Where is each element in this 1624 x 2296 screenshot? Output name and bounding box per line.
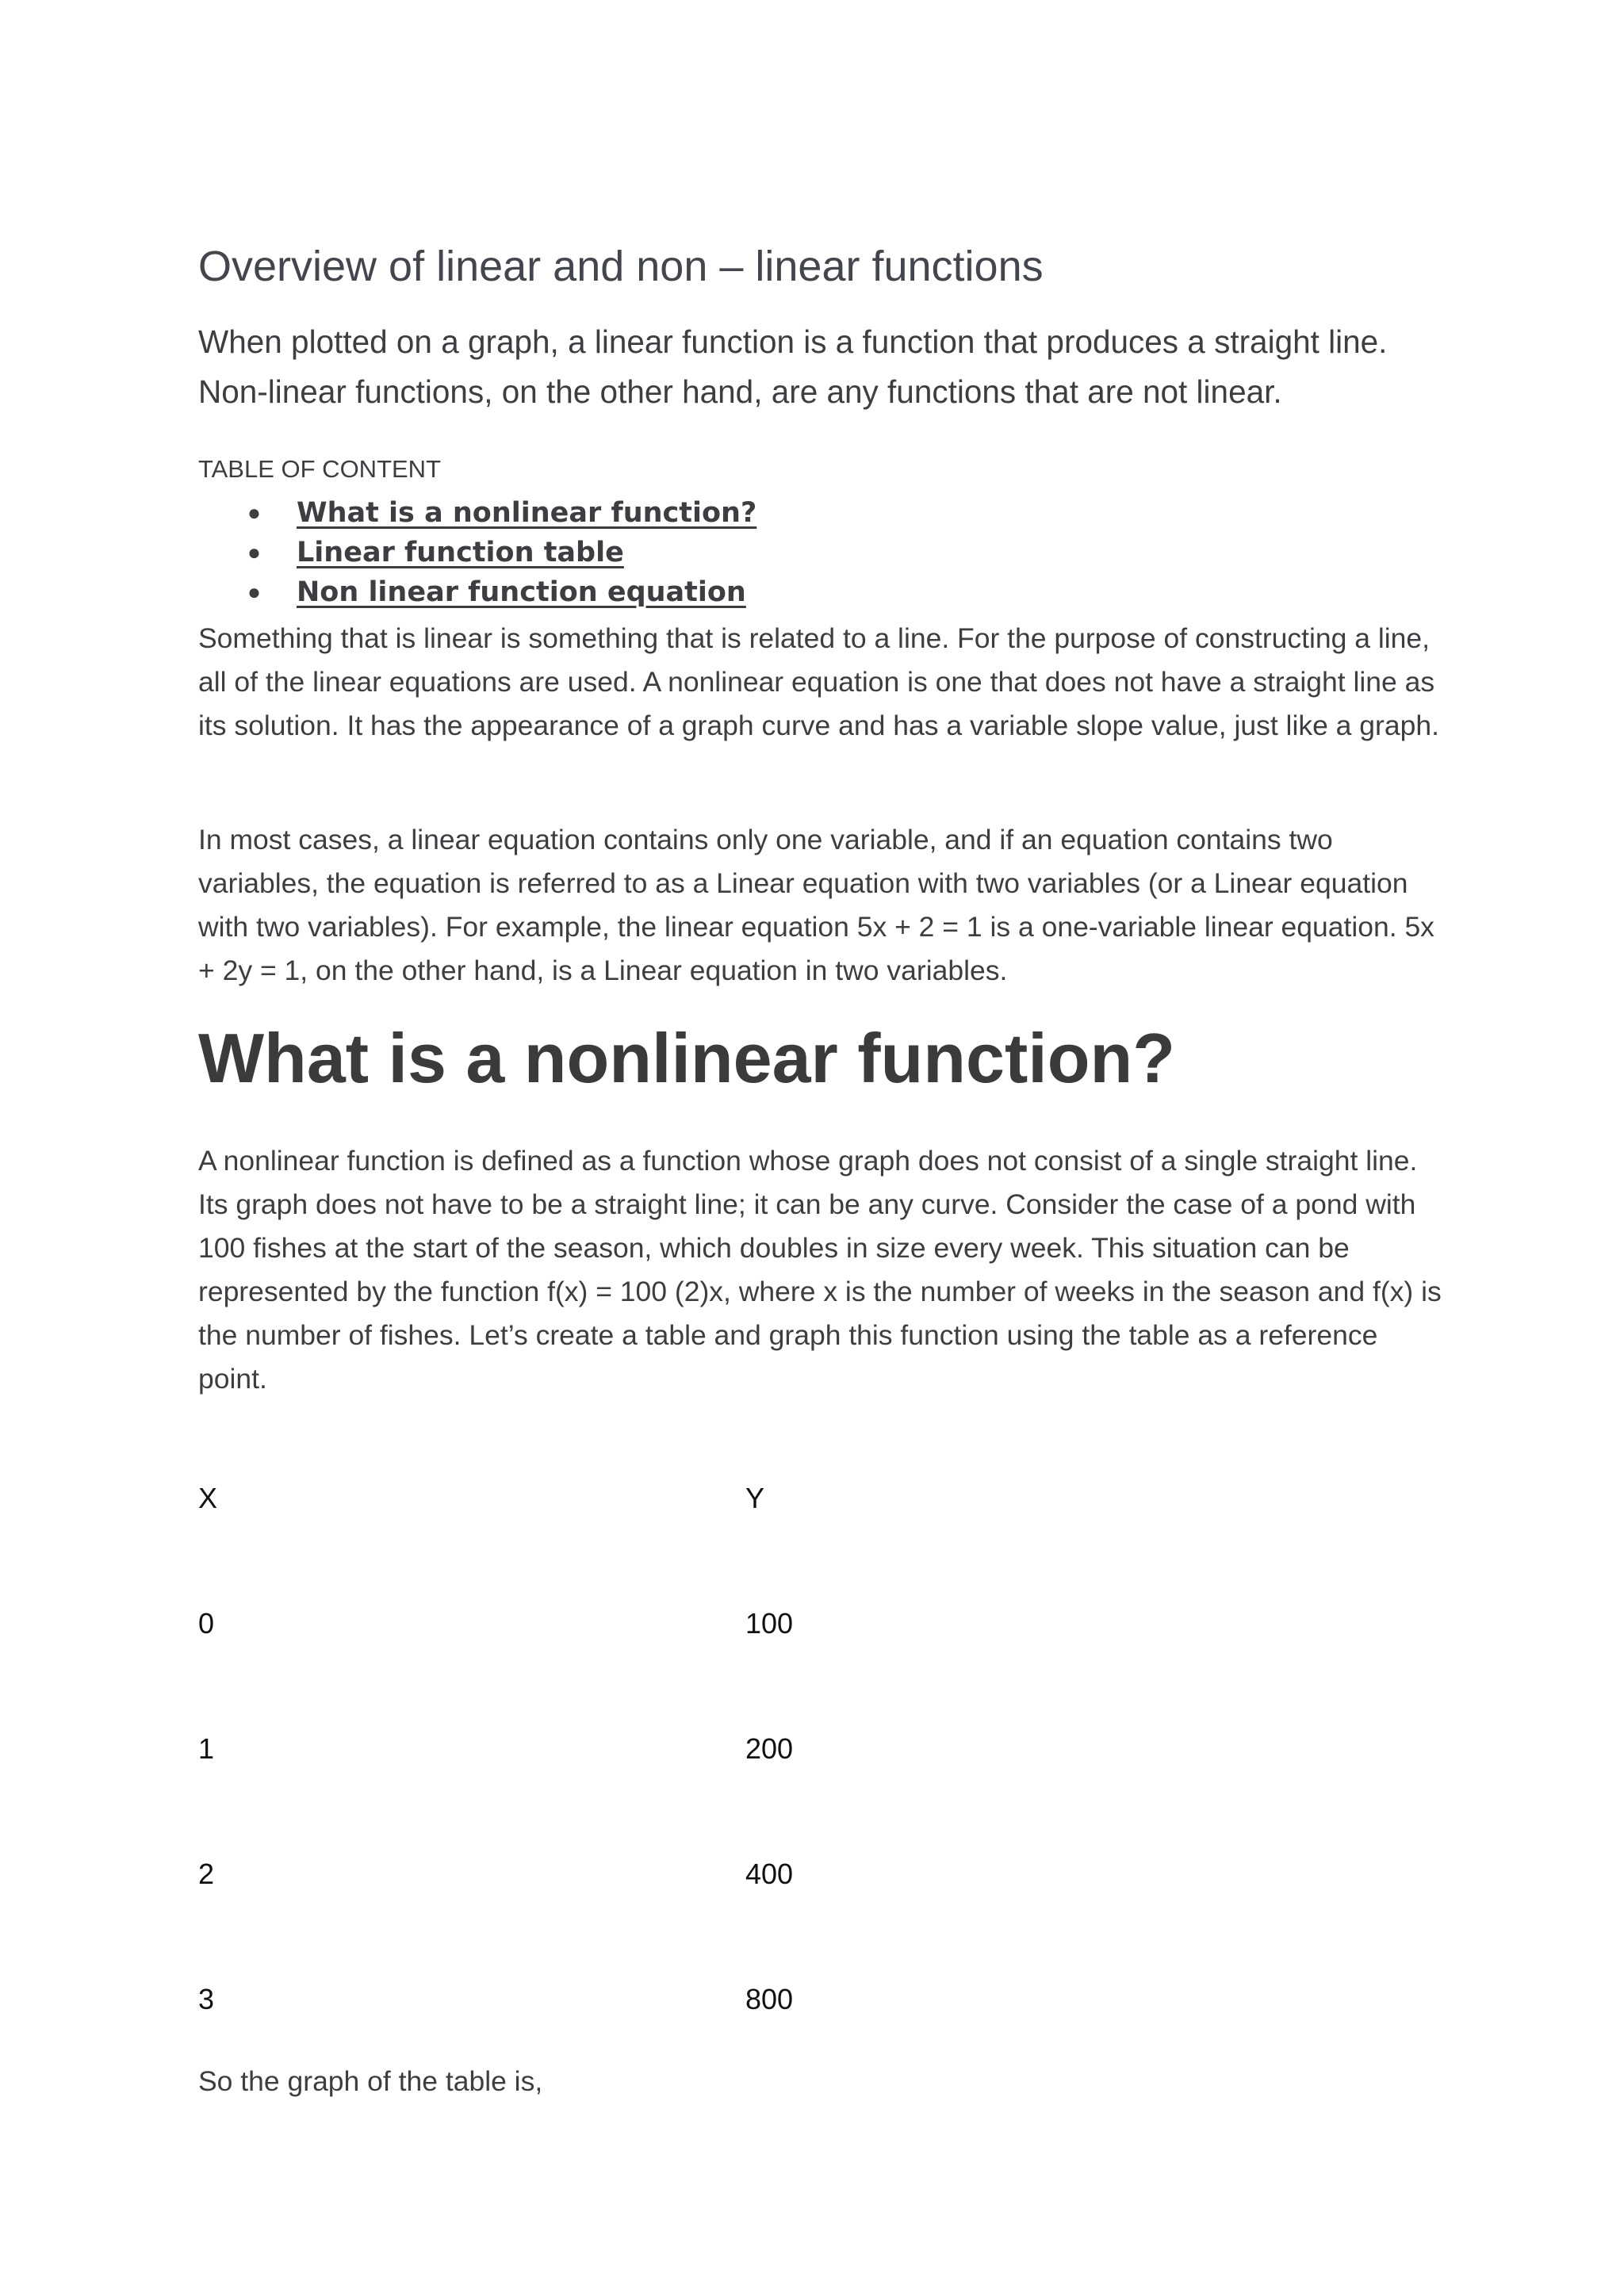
section-paragraph: A nonlinear function is defined as a function whose graph does not consist of a single straight line. Its graph does not have to be a straight line; it can be any curve. Consider the case of a pond with 100 fishes at the start of the season, which doubles in size every week. This situation can be represented by the function f(x) = 100 (2)x, where x is the number of weeks in the season and f(x) is the number of fishes. Let’s create a table and graph this function using the table as a reference point. [198, 1145, 1442, 1395]
table-cell-x: 3 [198, 1983, 215, 2015]
table-header-y: Y [745, 1482, 765, 1514]
toc-heading: TABLE OF CONTENT [198, 455, 442, 483]
table-header-row [198, 1475, 1443, 1522]
table-cell-x: 2 [198, 1858, 215, 1890]
table-cell-y: 800 [745, 1983, 794, 2015]
toc-link-linear-function-table[interactable]: Linear function table [297, 537, 624, 568]
bullet-icon: ● [247, 500, 261, 525]
table-header-x: X [198, 1482, 218, 1514]
table-row [198, 1600, 1443, 1647]
section-heading: What is a nonlinear function? [198, 1019, 1175, 1097]
table-cell-y: 100 [745, 1607, 794, 1640]
table-row [198, 1850, 1443, 1898]
table-cell-y: 400 [745, 1858, 794, 1890]
page-title: Overview of linear and non – linear functions [198, 243, 1044, 290]
intro-paragraph: When plotted on a graph, a linear function is a function that produces a straight line. Non-linear functions, on the other hand, are any functions that are not linear. [198, 323, 1388, 410]
closing-paragraph: So the graph of the table is, [198, 2065, 543, 2097]
table-cell-y: 200 [745, 1732, 794, 1765]
body-paragraph-variables: In most cases, a linear equation contains only one variable, and if an equation contains two variables, the equation is referred to as a Linear equation with two variables (or a Linear equation with two variables). For example, the linear equation 5x + 2 = 1 is a one-variable linear equation. 5x + 2y = 1, on the other hand, is a Linear equation in two variables. [198, 824, 1434, 986]
table-row [198, 1976, 1443, 2023]
table-row [198, 1725, 1443, 1773]
bullet-icon: ● [247, 540, 261, 564]
toc-link-nonlinear-equation[interactable]: Non linear function equation [297, 576, 746, 608]
body-paragraph-linear: Something that is linear is something that is related to a line. For the purpose of constructing a line, all of the linear equations are used. A nonlinear equation is one that does not have a straight line as its solution. It has the appearance of a graph curve and has a variable slope value, just like a graph. [198, 622, 1439, 741]
bullet-icon: ● [247, 580, 261, 604]
table-cell-x: 0 [198, 1607, 215, 1640]
table-cell-x: 1 [198, 1732, 215, 1765]
toc-link-nonlinear-function[interactable]: What is a nonlinear function? [297, 497, 757, 529]
